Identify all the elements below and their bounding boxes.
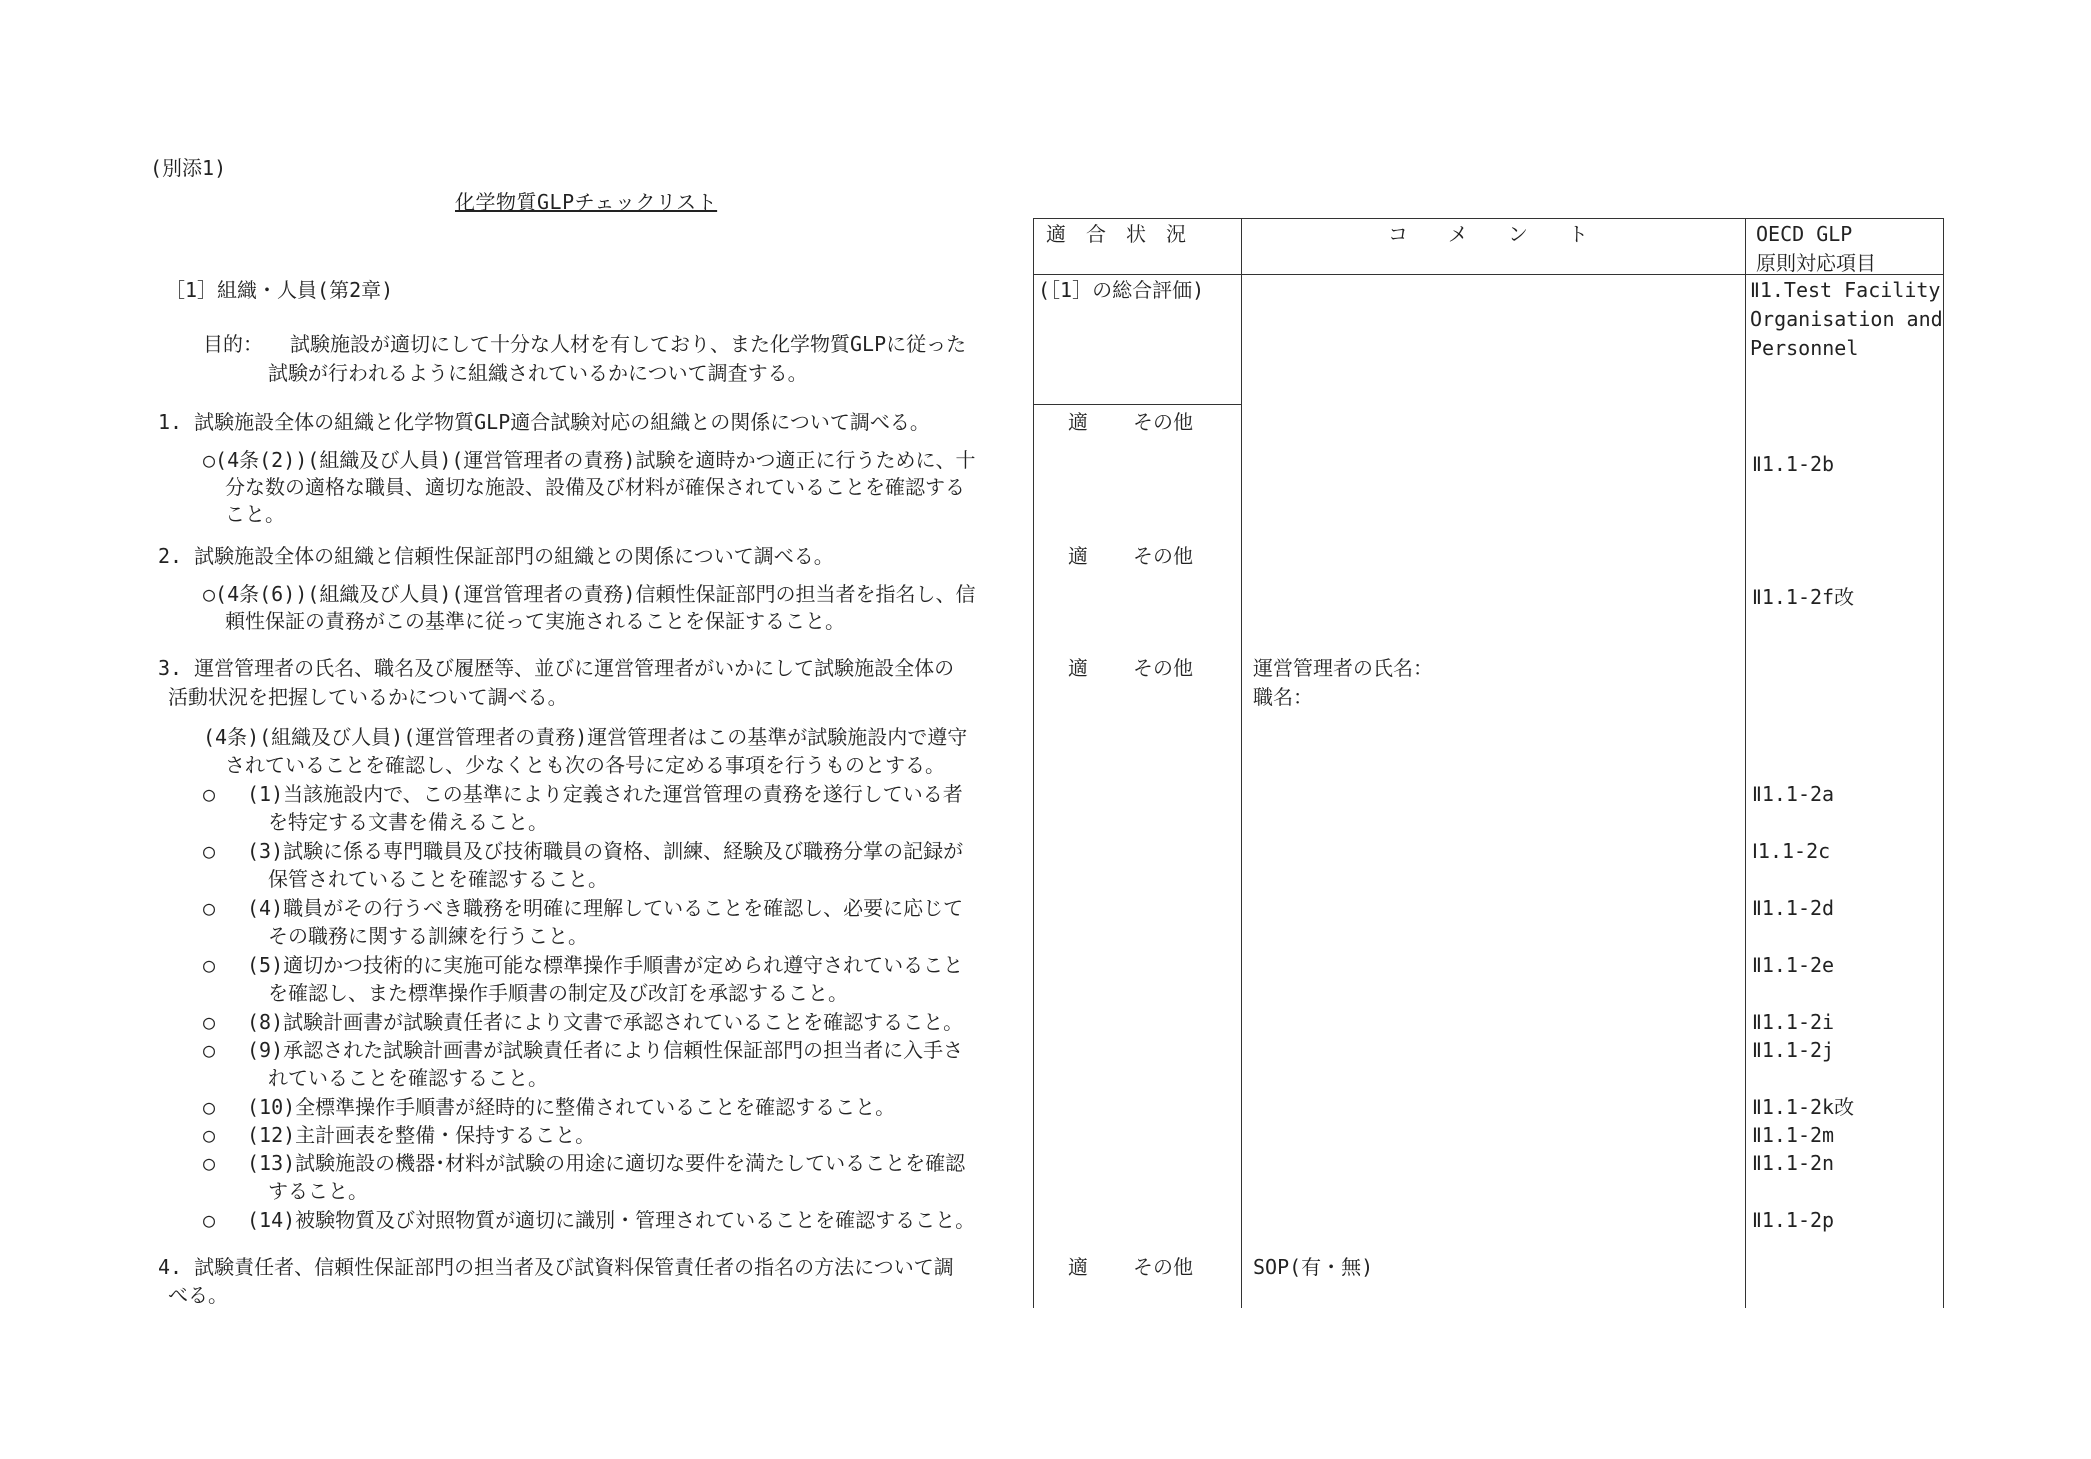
item-3-question-line-2: 活動状況を把握しているかについて調べる。 — [168, 685, 568, 709]
subitem-mark: ○ — [203, 896, 216, 920]
subitem-mark: ○ — [203, 1151, 216, 1175]
subitem-4-line-2: を確認し、また標準操作手順書の制定及び改訂を承認すること。 — [268, 981, 848, 1005]
subitem-5-oecd-ref: Ⅱ1.1-2i — [1752, 1010, 1835, 1034]
subitem-3-oecd-ref: Ⅱ1.1-2d — [1752, 896, 1835, 920]
document-title: 化学物質GLPチェックリスト — [455, 190, 718, 214]
item-3-comment-manager-name: 運営管理者の氏名： — [1253, 656, 1433, 680]
subitem-2-line-1: (3)試験に係る専門職員及び技術職員の資格、訓練、経験及び職務分掌の記録が — [247, 839, 964, 863]
subitem-10-line-1: (14)被験物質及び対照物質が適切に識別・管理されていることを確認すること。 — [247, 1208, 976, 1232]
subitem-5-line-1: (8)試験計画書が試験責任者により文書で承認されていることを確認すること。 — [247, 1010, 964, 1034]
item-4-question-line-2: べる。 — [168, 1283, 228, 1307]
item-3-intro-line-1: (4条)(組織及び人員)(運営管理者の責務)運営管理者はこの基準が試験施設内で遵守 — [203, 725, 968, 749]
subitem-4-oecd-ref: Ⅱ1.1-2e — [1752, 953, 1835, 977]
item-1-oecd-ref: Ⅱ1.1-2b — [1752, 452, 1835, 476]
section-heading: ［1］組織・人員(第2章) — [165, 278, 394, 302]
subitem-1-line-1: (1)当該施設内で、この基準により定義された運営管理の責務を遂行している者 — [247, 782, 963, 806]
header-oecd-line1: OECD GLP — [1756, 222, 1853, 246]
item-3-comment-position: 職名： — [1253, 685, 1313, 709]
subitem-mark: ○ — [203, 1095, 216, 1119]
item-1-judgement-other[interactable]: その他 — [1133, 410, 1193, 434]
item-3-intro-line-2: されていることを確認し、少なくとも次の各号に定める事項を行うものとする。 — [225, 753, 945, 777]
subitem-1-line-2: を特定する文書を備えること。 — [268, 810, 548, 834]
subitem-mark: ○ — [203, 953, 216, 977]
item-1-sub-line-1: ○(4条(2))(組織及び人員)(運営管理者の責務)試験を適時かつ適正に行うために、十 — [203, 448, 976, 472]
oecd-section-ref-1: Ⅱ1.Test Facility — [1750, 278, 1941, 302]
table-border-right — [1943, 218, 1944, 1308]
table-divider-2 — [1745, 218, 1746, 1308]
subitem-mark: ○ — [203, 782, 216, 806]
header-oecd-line2: 原則対応項目 — [1756, 251, 1876, 275]
subitem-mark: ○ — [203, 1010, 216, 1034]
header-compliance: 適 合 状 況 — [1046, 222, 1186, 246]
item-1-question: 1. 試験施設全体の組織と化学物質GLP適合試験対応の組織との関係について調べる。 — [158, 410, 930, 434]
subitem-8-oecd-ref: Ⅱ1.1-2m — [1752, 1123, 1835, 1147]
item-1-sub-line-2: 分な数の適格な職員、適切な施設、設備及び材料が確保されていることを確認する — [225, 475, 965, 499]
table-divider-1 — [1241, 218, 1242, 1308]
purpose-line-1: 試験施設が適切にして十分な人材を有しており、また化学物質GLPに従った — [290, 332, 967, 356]
item-2-question: 2. 試験施設全体の組織と信頼性保証部門の組織との関係について調べる。 — [158, 544, 834, 568]
table-border-left — [1033, 218, 1034, 1308]
item-2-oecd-ref: Ⅱ1.1-2f改 — [1752, 585, 1855, 609]
purpose-label: 目的： — [203, 332, 263, 356]
subitem-6-line-1: (9)承認された試験計画書が試験責任者により信頼性保証部門の担当者に入手さ — [247, 1038, 964, 1062]
table-border-top — [1033, 218, 1944, 219]
item-4-judgement-ok[interactable]: 適 — [1068, 1255, 1088, 1279]
subitem-1-oecd-ref: Ⅱ1.1-2a — [1752, 782, 1835, 806]
subitem-8-line-1: (12)主計画表を整備・保持すること。 — [247, 1123, 596, 1147]
subitem-7-line-1: (10)全標準操作手順書が経時的に整備されていることを確認すること。 — [247, 1095, 896, 1119]
item-1-judgement-ok[interactable]: 適 — [1068, 410, 1088, 434]
oecd-section-ref-2: Organisation and — [1750, 307, 1943, 331]
overall-evaluation: (［1］の総合評価) — [1038, 278, 1205, 302]
item-3-judgement-other[interactable]: その他 — [1133, 656, 1193, 680]
item-2-judgement-other[interactable]: その他 — [1133, 544, 1193, 568]
item-4-comment-sop: SOP(有・無) — [1253, 1255, 1374, 1279]
subitem-9-line-1: (13)試験施設の機器･材料が試験の用途に適切な要件を満たしていることを確認 — [247, 1151, 966, 1175]
subitem-6-line-2: れていることを確認すること。 — [268, 1066, 548, 1090]
header-comment: コ メ ン ト — [1388, 222, 1588, 246]
item-4-judgement-other[interactable]: その他 — [1133, 1255, 1193, 1279]
subitem-2-oecd-ref: Ⅰ1.1-2c — [1752, 839, 1831, 863]
subitem-mark: ○ — [203, 1208, 216, 1232]
item-4-question-line-1: 4. 試験責任者、信頼性保証部門の担当者及び試資料保管責任者の指名の方法について調 — [158, 1255, 954, 1279]
subitem-3-line-2: その職務に関する訓練を行うこと。 — [268, 924, 588, 948]
subitem-4-line-1: (5)適切かつ技術的に実施可能な標準操作手順書が定められ遵守されていること — [247, 953, 964, 977]
item-2-sub-line-1: ○(4条(6))(組織及び人員)(運営管理者の責務)信頼性保証部門の担当者を指名し、信 — [203, 582, 976, 606]
subitem-6-oecd-ref: Ⅱ1.1-2j — [1752, 1038, 1835, 1062]
subitem-mark: ○ — [203, 839, 216, 863]
oecd-section-ref-3: Personnel — [1750, 336, 1859, 360]
subitem-mark: ○ — [203, 1123, 216, 1147]
attachment-label: (別添1) — [150, 156, 227, 180]
subitem-mark: ○ — [203, 1038, 216, 1062]
item-3-question-line-1: 3. 運営管理者の氏名、職名及び履歴等、並びに運営管理者がいかにして試験施設全体の — [158, 656, 955, 680]
subitem-10-oecd-ref: Ⅱ1.1-2p — [1752, 1208, 1835, 1232]
overall-eval-rule — [1033, 404, 1241, 405]
subitem-9-line-2: すること。 — [268, 1179, 368, 1203]
subitem-2-line-2: 保管されていることを確認すること。 — [268, 867, 608, 891]
item-3-judgement-ok[interactable]: 適 — [1068, 656, 1088, 680]
purpose-line-2: 試験が行われるように組織されているかについて調査する。 — [268, 361, 808, 385]
item-1-sub-line-3: こと。 — [225, 502, 285, 526]
subitem-7-oecd-ref: Ⅱ1.1-2k改 — [1752, 1095, 1855, 1119]
subitem-3-line-1: (4)職員がその行うべき職務を明確に理解していることを確認し、必要に応じて — [247, 896, 964, 920]
item-2-sub-line-2: 頼性保証の責務がこの基準に従って実施されることを保証すること。 — [225, 609, 845, 633]
subitem-9-oecd-ref: Ⅱ1.1-2n — [1752, 1151, 1835, 1175]
item-2-judgement-ok[interactable]: 適 — [1068, 544, 1088, 568]
